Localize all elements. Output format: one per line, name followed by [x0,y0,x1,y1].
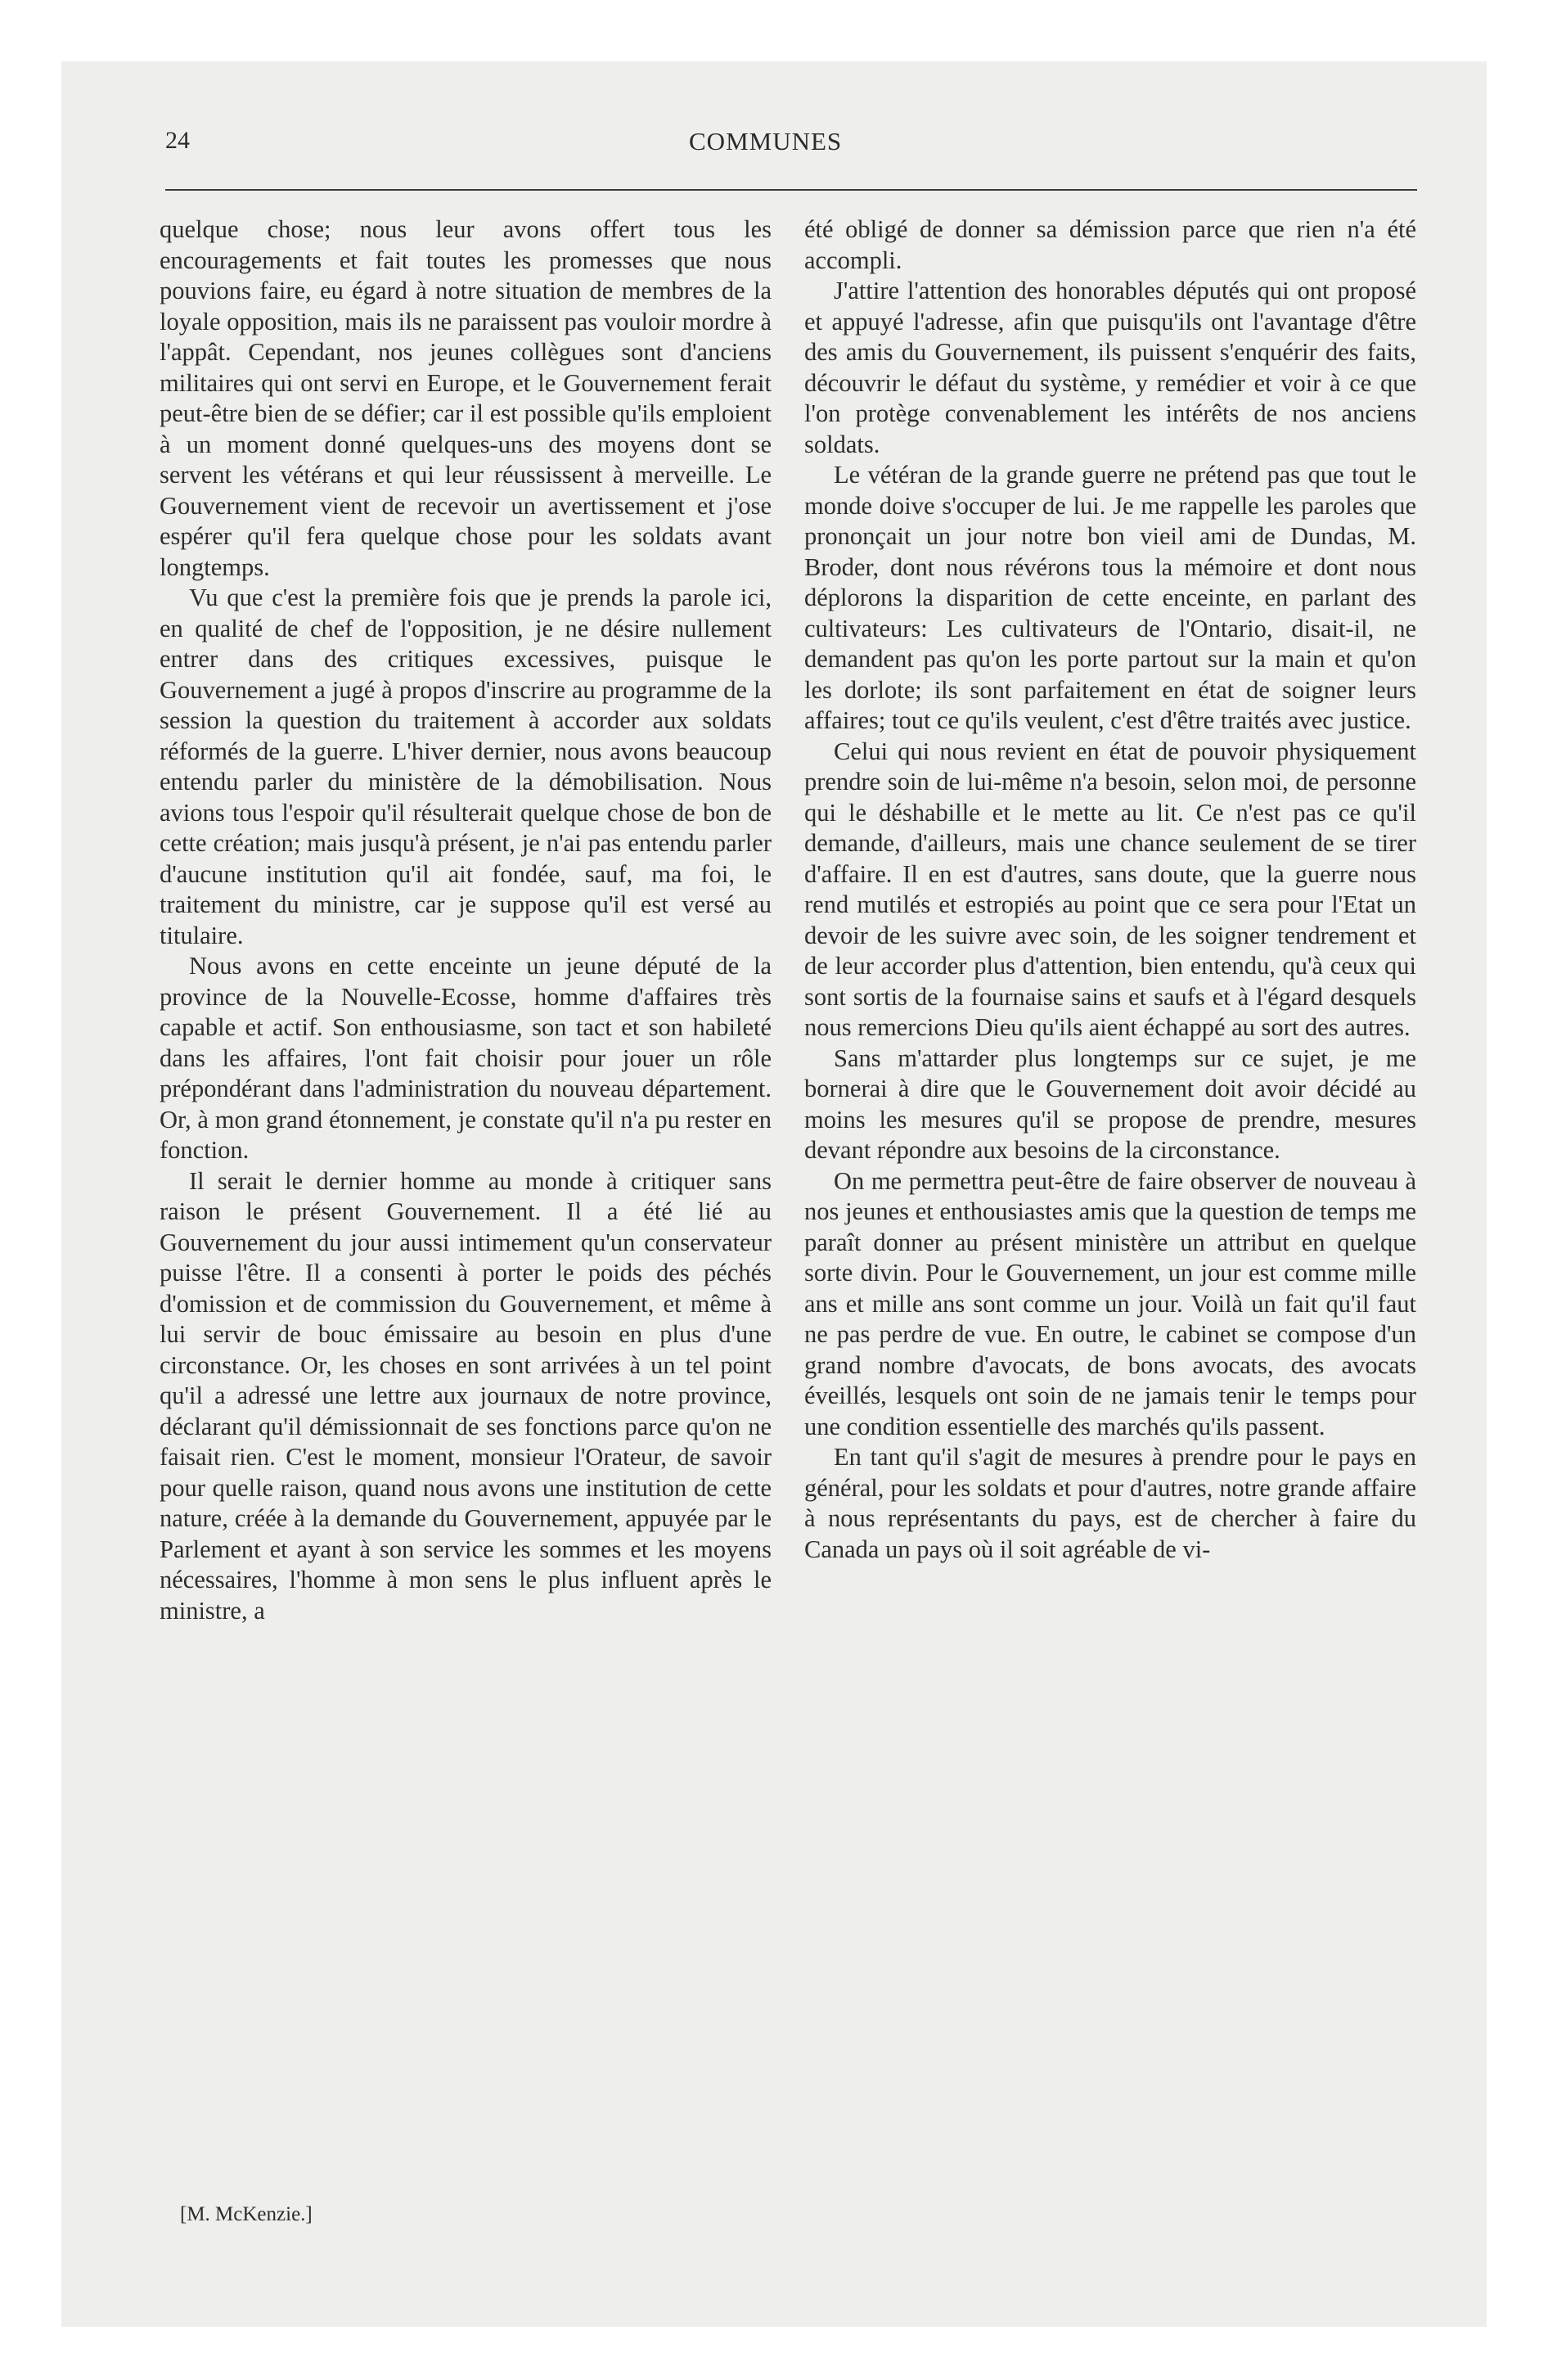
running-head [165,127,1417,168]
paragraph: Le vétéran de la grande guerre ne prétend pas que tout le monde doive s'occuper de lui. Je me rappelle les paroles que prononçait un jour notre bon vieil ami de Dundas, M. Broder, dont nous révérons tous la mémoire et dont nous déplorons la disparition de cette enceinte, en parlant des cultivateurs: Les cultivateurs de l'Ontario, disait-il, ne demandent pas qu'on les porte partout sur la main et qu'on les dorlote; ils sont parfaitement en état de soigner leurs affaires; tout ce qu'ils veulent, c'est d'être traités avec justice. [804,461,1416,734]
paragraph: On me permettra peut-être de faire observer de nouveau à nos jeunes et enthousiastes amis que la question de temps me paraît donner au présent ministère un attribut en quelque sorte divin. Pour le Gouvernement, un jour est comme mille ans et mille ans sont comme un jour. Voilà un fait qu'il faut ne pas perdre de vue. En outre, le cabinet se compose d'un grand nombre d'avocats, de bons avocats, des avocats éveillés, lesquels ont soin de ne jamais tenir le temps pour une condition essentielle des marchés qu'ils passent. [804,1166,1416,1440]
right-column [804,214,1416,1565]
paragraph: Vu que c'est la première fois que je prends la parole ici, en qualité de chef de l'opposition, je ne désire nullement entrer dans des critiques excessives, puisque le Gouvernement a jugé à propos d'inscrire au programme de la session la question du traitement à accorder aux soldats réformés de la guerre. L'hiver dernier, nous avons beaucoup entendu parler du ministère de la démobilisation. Nous avions tous l'espoir qu'il résulterait quelque chose de bon de cette création; mais jusqu'à présent, je n'ai pas entendu parler d'aucune institution qu'il ait fondée, sauf, ma foi, le traitement du ministre, car je suppose qu'il est versé au titulaire. [160,584,772,949]
header-rule [165,189,1417,191]
paragraph: Celui qui nous revient en état de pouvoir physiquement prendre soin de lui-même n'a besoin, selon moi, de personne qui le déshabille et le mette au lit. Ce n'est pas ce qu'il demande, d'ailleurs, mais une chance seulement de se tirer d'affaire. Il en est d'autres, sans doute, que la guerre nous rend mutilés et estropiés au point que ce sera pour l'Etat un devoir de les suivre avec soin, de les soigner tendrement et de leur accorder plus d'attention, bien entendu, qu'à ceux qui sont sortis de la fournaise sains et saufs et à l'égard desquels nous remercions Dieu qu'ils aient échappé au sort des autres. [804,737,1416,1041]
left-column [160,214,772,1626]
page-number: 24 [165,127,190,154]
paragraph: quelque chose; nous leur avons offert tous les encouragements et fait toutes les promesses que nous pouvions faire, eu égard à notre situation de membres de la loyale opposition, mais ils ne paraissent pas vouloir mordre à l'appât. Cependant, nos jeunes collègues sont d'anciens militaires qui ont servi en Europe, et le Gouvernement ferait peut-être bien de se défier; car il est possible qu'ils emploient à un moment donné quelques-uns des moyens dont se servent les vétérans et qui leur réussissent à merveille. Le Gouvernement vient de recevoir un avertissement et j'ose espérer qu'il fera quelque chose pour les soldats avant longtemps. [160,215,772,581]
paragraph: Sans m'attarder plus longtemps sur ce sujet, je me bornerai à dire que le Gouvernement doit avoir décidé au moins les mesures qu'il se propose de prendre, mesures devant répondre aux besoins de la circonstance. [804,1044,1416,1164]
speaker-tag: [M. McKenzie.] [180,2203,313,2225]
paragraph: été obligé de donner sa démission parce que rien n'a été accompli. [804,215,1416,274]
running-title: COMMUNES [689,127,843,156]
paragraph: En tant qu'il s'agit de mesures à prendre pour le pays en général, pour les soldats et pour d'autres, notre grande affaire à nous représentants du pays, est de chercher à faire du Canada un pays où il soit agréable de vi- [804,1443,1416,1563]
paragraph: Il serait le dernier homme au monde à critiquer sans raison le présent Gouvernement. Il a été lié au Gouvernement du jour aussi intimement qu'un conservateur puisse l'être. Il a consenti à porter le poids des péchés d'omission et de commission du Gouvernement, et même à lui servir de bouc émissaire au besoin en plus d'une circonstance. Or, les choses en sont arrivées à un tel point qu'il a adressé une lettre aux journaux de notre province, déclarant qu'il démissionnait de ses fonctions parce qu'on ne faisait rien. C'est le moment, monsieur l'Orateur, de savoir pour quelle raison, quand nous avons une institution de cette nature, créée à la demande du Gouvernement, appuyée par le Parlement et ayant à son service les sommes et les moyens nécessaires, l'homme à mon sens le plus influent après le ministre, a [160,1166,772,1625]
paragraph: J'attire l'attention des honorables députés qui ont proposé et appuyé l'adresse, afin que puisqu'ils ont l'avantage d'être des amis du Gouvernement, ils puissent s'enquérir des faits, découvrir le défaut du système, y remédier et voir à ce que l'on protège convenablement les intérêts de nos anciens soldats. [804,277,1416,458]
paragraph: Nous avons en cette enceinte un jeune député de la province de la Nouvelle-Ecosse, homme d'affaires très capable et actif. Son enthousiasme, son tact et son habileté dans les affaires, l'ont fait choisir pour jouer un rôle prépondérant dans l'administration du nouveau département. Or, à mon grand étonnement, je constate qu'il n'a pu rester en fonction. [160,952,772,1164]
